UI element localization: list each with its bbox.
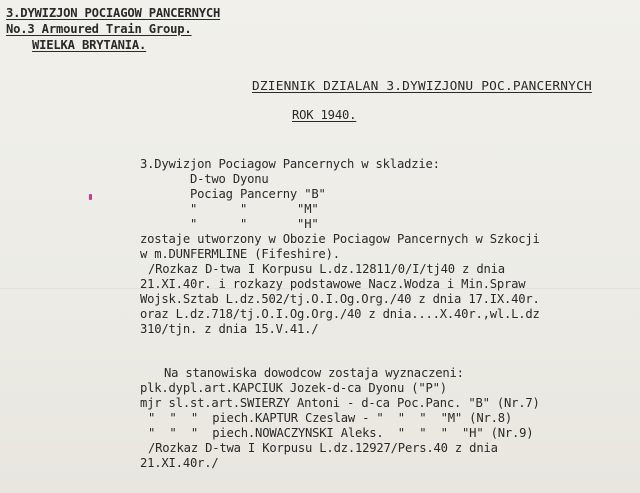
p1-line-10: Wojsk.Sztab L.dz.502/tj.O.I.Og.Org./40 z dnia 17.IX.40r. bbox=[140, 292, 540, 306]
p1-line-4: " " "M" bbox=[190, 202, 319, 216]
header-unit-name: 3.DYWIZJON POCIAGOW PANCERNYCH bbox=[6, 6, 221, 20]
p1-line-2: D-two Dyonu bbox=[190, 172, 269, 186]
header-unit-english: No.3 Armoured Train Group. bbox=[6, 22, 192, 36]
p1-line-7: w m.DUNFERMLINE (Fifeshire). bbox=[140, 247, 340, 261]
p1-line-5: " " "H" bbox=[190, 217, 319, 231]
p2-line-2: plk.dypl.art.KAPCIUK Jozek-d-ca Dyonu ("P") bbox=[140, 381, 447, 395]
p1-line-12: 310/tjn. z dnia 15.V.41./ bbox=[140, 322, 319, 336]
p2-line-3: mjr sl.st.art.SWIERZY Antoni - d-ca Poc.Panc. "B" (Nr.7) bbox=[140, 396, 540, 410]
ink-mark bbox=[89, 194, 92, 200]
p2-line-4: " " " piech.KAPTUR Czeslaw - " " " "M" (Nr.8) bbox=[148, 411, 513, 425]
p2-line-6: /Rozkaz D-twa I Korpusu L.dz.12927/Pers.40 z dnia bbox=[148, 441, 498, 455]
p2-line-1: Na stanowiska dowodcow zostaja wyznaczeni: bbox=[164, 366, 464, 380]
p1-line-3: Pociag Pancerny "B" bbox=[190, 187, 326, 201]
p1-line-8: /Rozkaz D-twa I Korpusu L.dz.12811/0/I/tj40 z dnia bbox=[148, 262, 505, 276]
p1-line-6: zostaje utworzony w Obozie Pociagow Pancernych w Szkocji bbox=[140, 232, 540, 246]
document-year: ROK 1940. bbox=[292, 108, 357, 122]
header-country: WIELKA BRYTANIA. bbox=[32, 38, 147, 52]
p2-line-5: " " " piech.NOWACZYNSKI Aleks. " " " "H" (Nr.9) bbox=[148, 426, 534, 440]
document-title: DZIENNIK DZIALAN 3.DYWIZJONU POC.PANCERNYCH bbox=[252, 79, 592, 94]
p1-line-11: oraz L.dz.718/tj.O.I.Og.Org./40 z dnia....X.40r.,wl.L.dz bbox=[140, 307, 540, 321]
p1-line-1: 3.Dywizjon Pociagow Pancernych w skladzie: bbox=[140, 157, 440, 171]
p2-line-7: 21.XI.40r./ bbox=[140, 456, 219, 470]
p1-line-9: 21.XI.40r. i rozkazy podstawowe Nacz.Wodza i Min.Spraw bbox=[140, 277, 526, 291]
